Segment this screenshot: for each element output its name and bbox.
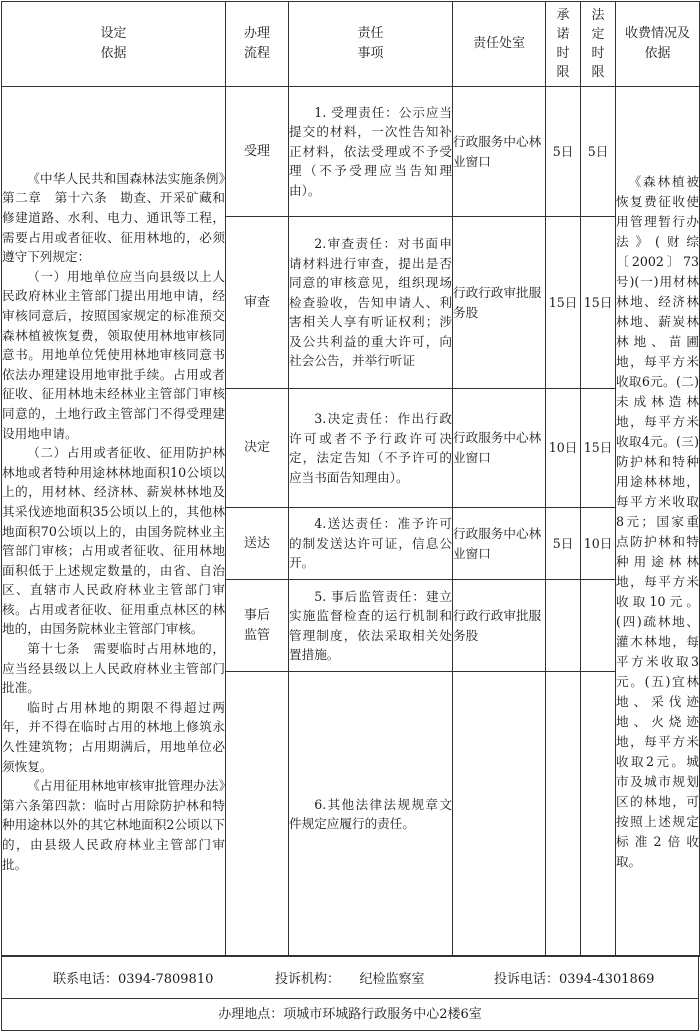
responsibility-cell	[289, 389, 453, 508]
step-line1: 事后	[243, 607, 270, 623]
header-office: 责任处室	[453, 2, 546, 87]
responsibility-text: 4.送达责任：准予许可的制发送达许可证，信息公开。	[289, 516, 452, 571]
header-promise-time	[546, 2, 581, 87]
header-promise-char: 时	[556, 46, 570, 61]
responsibility-cell	[289, 217, 453, 389]
promise-days-cell: 15日	[546, 217, 581, 389]
complaint-phone: 投诉电话：0394-4301869	[494, 972, 655, 987]
step-cell	[226, 672, 289, 957]
step-cell: 受理	[226, 87, 289, 217]
responsibility-cell	[289, 672, 453, 957]
responsibility-text: 2.审查责任：对书面申请材料进行审查，提出是否同意的审核意见，组织现场检查验收，告知申请人、利害相关人享有听证权利；涉及公共利益的重大许可，向社会公告，并举行听证	[289, 236, 452, 369]
header-promise-char: 限	[556, 65, 570, 80]
contact-phone: 联系电话：0394-7809810	[53, 972, 214, 987]
header-legal-char: 法	[591, 8, 605, 23]
header-fee-line2: 依据	[644, 46, 671, 61]
promise-days-cell: 10日	[546, 389, 581, 508]
header-responsibility	[289, 2, 453, 87]
header-promise-char: 承	[556, 8, 570, 23]
header-legal-char: 时	[591, 46, 605, 61]
contact-bar	[1, 955, 699, 999]
header-fee	[616, 2, 700, 87]
responsibility-text: 5. 事后监管责任：建立实施监督检查的运行机制和管理制度，依法采取相关处置措施。	[289, 588, 452, 662]
header-resp-line1: 责任	[357, 26, 384, 41]
basis-paragraph: 《占用征用林地审核审批管理办法》第六条第四款：临时占用除防护林和特种用途林以外的其它林地面积2公顷以下的，由县级人民政府林业主管部门审批。	[2, 778, 225, 872]
header-legal-char: 定	[591, 27, 605, 42]
office-cell	[453, 672, 546, 957]
header-basis-line1: 设定	[100, 26, 127, 41]
complaint-org: 投诉机构： 纪检监察室	[275, 972, 425, 987]
legal-days-cell: 15日	[581, 389, 616, 508]
office-address: 办理地点：项城市环城路行政服务中心2楼6室	[218, 1007, 482, 1022]
header-promise-char: 诺	[556, 27, 570, 42]
legal-basis-cell	[2, 87, 226, 957]
legal-days-cell	[581, 580, 616, 672]
responsibility-cell	[289, 580, 453, 672]
promise-days-cell	[546, 672, 581, 957]
office-cell: 行政服务中心林业窗口	[453, 508, 546, 580]
basis-paragraph: 第十七条 需要临时占用林地的，应当经县级以上人民政府林业主管部门批准。	[2, 641, 225, 696]
promise-days-cell	[546, 580, 581, 672]
header-resp-line2: 事项	[357, 46, 384, 61]
basis-paragraph: 《中华人民共和国森林法实施条例》第二章 第十六条 勘查、开采矿藏和修建道路、水利、电力、通讯等工程，需要占用或者征收、征用林地的，必须遵守下列规定：	[2, 170, 225, 265]
legal-days-cell: 5日	[581, 87, 616, 217]
header-flow	[226, 2, 289, 87]
legal-days-cell: 10日	[581, 508, 616, 580]
step-cell: 审查	[226, 217, 289, 389]
header-basis	[2, 2, 226, 87]
fee-text: 《森林植被恢复费征收使用管理暂行办法》(财综〔2002〕73号)(一)用材林林地、经济林林地、薪炭林林地、苗圃地，每平方米收取6元。(二)未成林造林地，每平方米收取4元。(三)防护林和特种用途林林地，每平方米收取8元；国家重点防护林和特种用途林林地，每平方米收取10元。(四)疏林地、灌木林地，每平方米收取3元。(五)宜林地、采伐迹地、火烧迹地，每平方米收取2元。城市及城市规划区的林地，可按照上述规定标准2倍收取。	[616, 173, 699, 869]
table-row	[2, 87, 700, 217]
header-legal-char: 限	[591, 65, 605, 80]
header-basis-line2: 依据	[100, 46, 127, 61]
address-bar	[1, 998, 699, 1031]
office-cell: 行政行政审批服务股	[453, 217, 546, 389]
header-row	[2, 2, 700, 87]
responsibility-text: 1. 受理责任：公示应当提交的材料，一次性告知补正材料，依法受理或不予受理（不予受理应当告知理由）。	[289, 104, 452, 198]
promise-days-cell: 5日	[546, 87, 581, 217]
service-table	[1, 1, 700, 957]
header-legal-time	[581, 2, 616, 87]
basis-paragraph: （二）占用或者征收、征用防护林林地或者特种用途林林地面积10公顷以上的，用材林、经济林、薪炭林林地及其采伐迹地面积35公顷以上的，其他林地面积70公顷以上的，由国务院林业主管部门审核；占用或者征收、征用林地面积低于上述规定数量的，由省、自治区、直辖市人民政府林业主管部门审核。占用或者征收、征用重点林区的林地的，由国务院林业主管部门审核。	[2, 445, 225, 637]
header-flow-line2: 流程	[243, 46, 270, 61]
step-cell: 决定	[226, 389, 289, 508]
responsibility-cell	[289, 87, 453, 217]
header-fee-line1: 收费情况及	[624, 26, 690, 41]
basis-paragraph: 临时占用林地的期限不得超过两年，并不得在临时占用的林地上修筑永久性建筑物；占用期满后，用地单位必须恢复。	[2, 699, 225, 774]
step-cell	[226, 580, 289, 672]
legal-days-cell: 15日	[581, 217, 616, 389]
legal-days-cell	[581, 672, 616, 957]
step-line2: 监管	[243, 627, 270, 643]
promise-days-cell: 5日	[546, 508, 581, 580]
basis-paragraph: （一）用地单位应当向县级以上人民政府林业主管部门提出用地申请，经审核同意后，按照国家规定的标准预交森林植被恢复费，领取使用林地审核同意书。用地单位凭使用林地审核同意书依法办理建设用地审批手续。占用或者征收、征用林地未经林业主管部门审核同意的，土地行政主管部门不得受理建设用地申请。	[2, 268, 225, 441]
office-cell: 行政服务中心林业窗口	[453, 87, 546, 217]
fee-cell	[616, 87, 700, 957]
responsibility-text: 3.决定责任：作出行政许可或者不予行政许可决定，法定告知（不予许可的应当书面告知理由）。	[289, 411, 452, 485]
responsibility-text: 6.其他法律法规规章文件规定应履行的责任。	[289, 796, 452, 831]
responsibility-cell	[289, 508, 453, 580]
header-flow-line1: 办理	[243, 26, 270, 41]
office-cell: 行政服务中心林业窗口	[453, 389, 546, 508]
office-cell: 行政行政审批服务股	[453, 580, 546, 672]
step-cell: 送达	[226, 508, 289, 580]
